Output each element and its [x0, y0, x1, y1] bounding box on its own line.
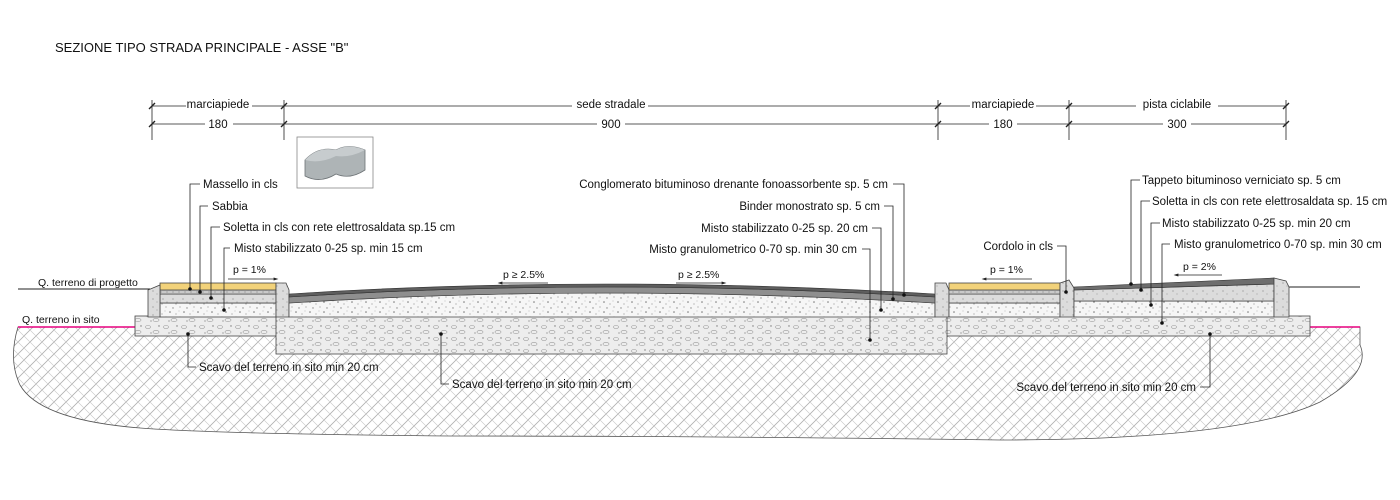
label-soletta-bike: Soletta in cls con rete elettrosaldata sp. 15 cm — [1152, 196, 1388, 208]
label-soletta-left: Soletta in cls con rete elettrosaldata sp.15 cm — [223, 222, 456, 234]
label-tappeto: Tappeto bituminoso verniciato sp. 5 cm — [1142, 175, 1341, 187]
slope-sidewalk-right: p = 1% — [990, 264, 1023, 276]
paver-block-image — [297, 137, 373, 188]
label-misto-left: Misto stabilizzato 0-25 sp. min 15 cm — [234, 243, 423, 255]
dim-name-sidewalk-left: marciapiede — [186, 99, 250, 111]
label-misto-bike: Misto stabilizzato 0-25 sp. min 20 cm — [1162, 218, 1351, 230]
page-title: SEZIONE TIPO STRADA PRINCIPALE - ASSE "B" — [55, 40, 349, 55]
label-scavo-middle: Scavo del terreno in sito min 20 cm — [452, 379, 632, 391]
dim-name-bike-lane: pista ciclabile — [1142, 99, 1212, 111]
road-section — [289, 284, 935, 317]
sidewalk-left — [148, 283, 289, 317]
label-cordolo: Cordolo in cls — [983, 241, 1053, 253]
label-sabbia: Sabbia — [212, 201, 248, 213]
slope-bike-lane: p = 2% — [1183, 261, 1216, 273]
slope-indicators — [228, 261, 1222, 283]
dimension-lines — [149, 100, 1289, 140]
label-massello: Massello in cls — [203, 179, 278, 191]
label-granulometrico-road: Misto granulometrico 0-70 sp. min 30 cm — [649, 244, 857, 256]
label-granulometrico-bike: Misto granulometrico 0-70 sp. min 30 cm — [1174, 239, 1382, 251]
label-binder: Binder monostrato sp. 5 cm — [739, 201, 880, 213]
bike-lane — [1074, 278, 1289, 317]
dim-name-sidewalk-right: marciapiede — [971, 99, 1035, 111]
slope-road-left: p ≥ 2.5% — [503, 269, 545, 281]
coarse-gravel-road-deep — [276, 316, 947, 354]
dim-value-sidewalk-right: 180 — [993, 119, 1013, 131]
label-misto-road: Misto stabilizzato 0-25 sp. 20 cm — [701, 223, 868, 235]
sidewalk-right — [935, 280, 1074, 317]
dim-name-road: sede stradale — [576, 99, 646, 111]
dimension-labels — [186, 97, 1218, 131]
slope-sidewalk-left: p = 1% — [233, 264, 266, 276]
dim-value-sidewalk-left: 180 — [208, 119, 228, 131]
label-scavo-right: Scavo del terreno in sito min 20 cm — [1016, 382, 1196, 394]
slope-road-right: p ≥ 2.5% — [678, 269, 720, 281]
project-ground-label: Q. terreno di progetto — [38, 277, 138, 289]
label-conglomerato: Conglomerato bituminoso drenante fonoassorbente sp. 5 cm — [579, 179, 888, 191]
label-scavo-left: Scavo del terreno in sito min 20 cm — [199, 362, 379, 374]
dim-value-bike-lane: 300 — [1167, 119, 1187, 131]
dim-value-road: 900 — [601, 119, 621, 131]
existing-ground-label: Q. terreno in sito — [22, 314, 100, 326]
